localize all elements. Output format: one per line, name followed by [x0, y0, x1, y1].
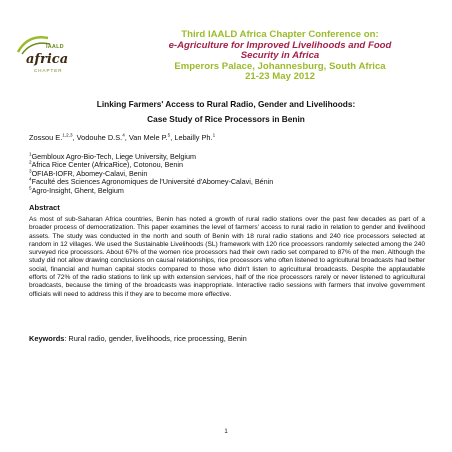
keywords-label: Keywords	[29, 334, 65, 343]
affiliation-marker: 2	[29, 160, 32, 166]
author-affiliation-marker: 4	[122, 132, 125, 138]
affiliation-marker: 5	[29, 185, 32, 191]
affiliation-text: Agro-Insight, Ghent, Belgium	[31, 185, 124, 195]
paper-title-line1: Linking Farmers' Access to Rural Radio, Gender and Livelihoods:	[96, 99, 356, 109]
author-separator: ,	[124, 133, 129, 142]
affiliation-list	[29, 153, 273, 195]
page-number: 1	[224, 429, 228, 435]
conference-line3: Security in Africa	[240, 50, 320, 61]
author-name: Lebailly Ph.	[174, 133, 213, 142]
affiliation-text: OFIAB-IOFR, Abomey-Calavi, Benin	[31, 168, 148, 178]
abstract-heading: Abstract	[29, 203, 60, 212]
author-affiliation-marker: 5	[167, 132, 171, 138]
paper-title	[20, 97, 432, 126]
paper-title-line2: Case Study of Rice Processors in Benin	[147, 113, 305, 124]
conference-dates: 21-23 May 2012	[245, 71, 315, 82]
author-name: Zossou E.	[29, 133, 63, 142]
conference-line2: e-Agriculture for Improved Livelihoods and Food	[168, 39, 392, 51]
keywords-text: : Rural radio, gender, livelihoods, rice processing, Benin	[64, 334, 247, 343]
keywords	[29, 334, 247, 343]
conference-line1: Third IAALD Africa Chapter Conference on:	[181, 29, 379, 40]
author-name: Van Mele P.	[128, 133, 168, 142]
affiliation-marker: 4	[29, 176, 32, 182]
affiliation-text: Africa Rice Center (AfricaRice), Cotonou, Benin	[31, 160, 183, 170]
author-separator: ,	[72, 133, 77, 142]
affiliation-text: Faculté des Sciences Agronomiques de l'Université d'Abomey-Calavi, Bénin	[31, 177, 274, 187]
conference-venue: Emperors Palace, Johannesburg, South Africa	[174, 60, 386, 72]
abstract-text: As most of sub-Saharan Africa countries, Benin has noted a growth of rural radio stations over the past few decades as part of a broader process of democratization. This paper examines the level of farmers' access to rural radio in relation to gender and livelihood assets. The study was conducted in the north and south of Benin with 18 rural radio stations and 240 rice processors selected at random in 12 villages. We used the Sustainable Livelihoods (SL) framework with 120 rice processors randomly selected among the 240 surveyed rice processors. About 67% of the women rice processors had their own radio set compared to 87% of the men. Although the study did not allow drawing conclusions on causal relationships, rice processors who often listened to agricultural broadcasts had better social, financial and human capital stocks compared to those who didn't listen to agricultural broadcasts. Despite the applaudable efforts of 72% of the radio stations to link up with extension services, half of the rice processors rarely or never listened to agricultural broadcasts, because the timing of the broadcasts was inappropriate. Interactive radio sessions with farmers that involve government officials will need to address this if they are to become more effective.	[29, 216, 425, 298]
author-affiliation-marker: 1,2,3	[62, 132, 73, 138]
logo-iaald-text: IAALD	[46, 44, 64, 50]
logo-chapter-text: CHAPTER	[34, 68, 63, 73]
affiliation-marker: 1	[29, 151, 32, 157]
affiliation-text: Gembloux Agro-Bio-Tech, Liege University, Belgium	[31, 152, 197, 161]
conference-header	[130, 30, 430, 83]
affiliation-item	[29, 187, 273, 195]
author-list	[29, 133, 215, 142]
affiliation-marker: 3	[29, 168, 32, 174]
author-name: Vodouhe D.S.	[76, 133, 123, 142]
author-affiliation-marker: 1	[212, 132, 216, 138]
logo-africa-text: africa	[26, 52, 69, 67]
iaald-africa-logo	[14, 30, 76, 80]
author-separator: ,	[170, 133, 175, 142]
